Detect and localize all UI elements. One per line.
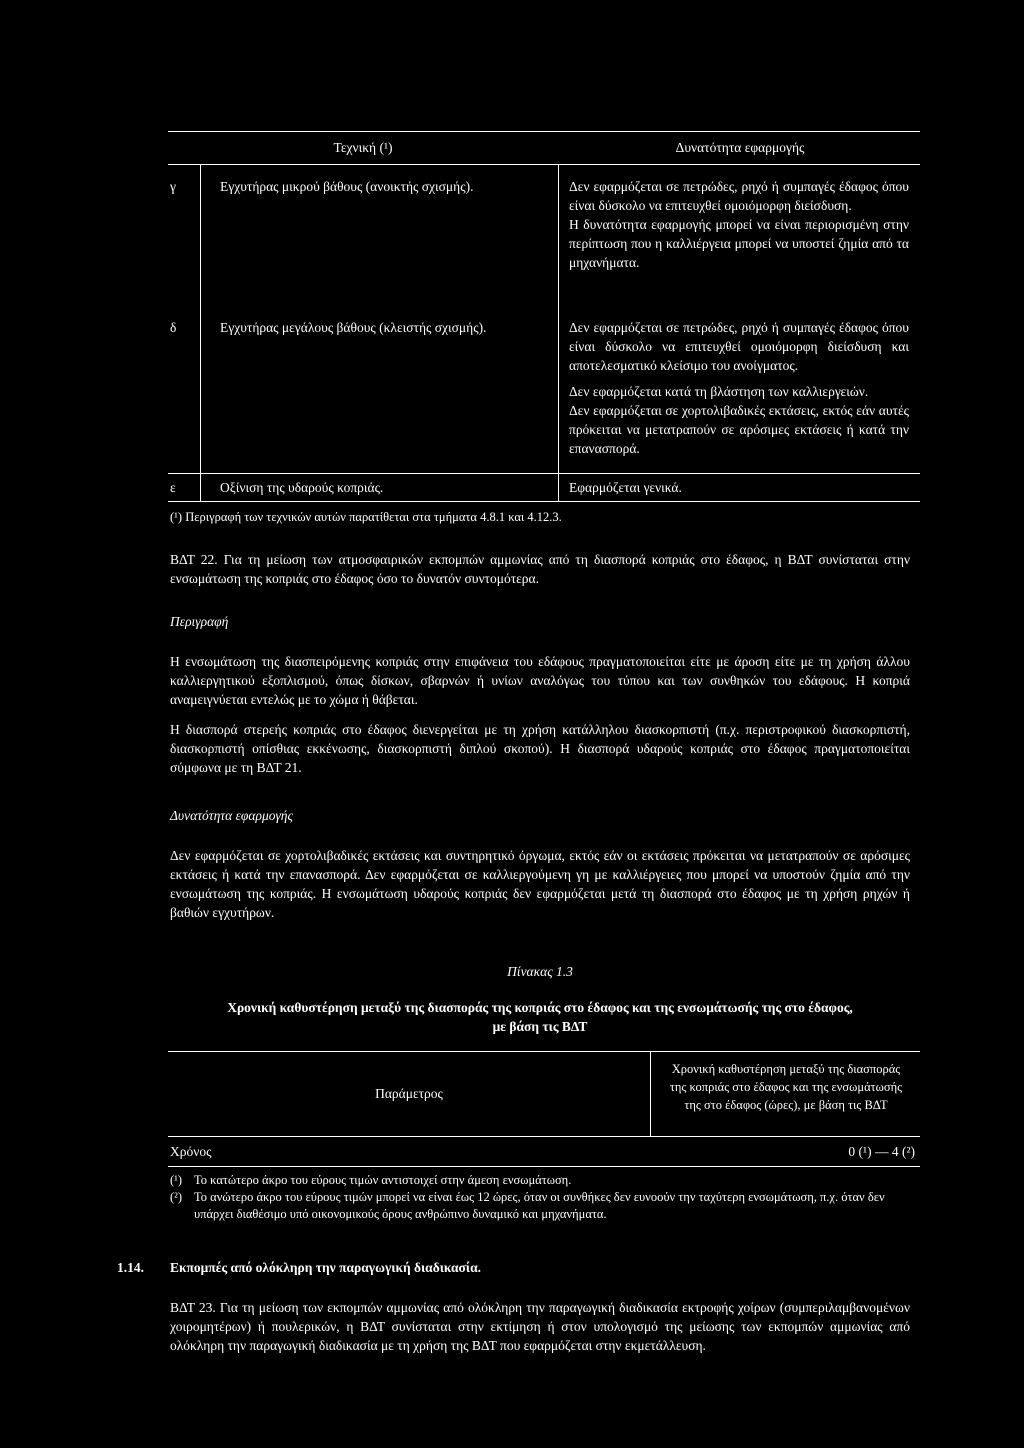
footnote-mark: (¹) [170,510,183,524]
section-title: Εκπομπές από ολόκληρη την παραγωγική διαδικασία. [170,1260,481,1275]
row-technique: Εγχυτήρας μικρού βάθους (ανοικτής σχισμής). [220,179,474,194]
col-sep [650,1051,651,1136]
header-technique: Τεχνική (¹) [333,140,393,155]
row-letter: γ [170,179,176,194]
col-header-delay: Χρονική καθυστέρηση μεταξύ της διασποράς της κοπριάς στο έδαφος και της ενσωμάτωσής της στο έδαφος (ώρες), με βάση τις ΒΔΤ [669,1062,903,1112]
applicability-paragraph: Δεν εφαρμόζεται σε χορτολιβαδικές εκτάσεις και συντηρητικό όργωμα, εκτός εάν οι εκτάσεις πρόκειται να μετατραπούν σε αρόσιμες εκτάσεις ή κατά την επανασπορά. Δεν εφαρμόζεται σε καλλιεργούμενη γη με καλλιέργειες που μπορεί να υποστούν ζημία από την ενσωμάτωση της κοπριάς. Η ενσωμάτωση υδαρούς κοπριάς δεν εφαρμόζεται μετά τη διασπορά στο έδαφος με τη χρήση ρηχών ή βαθιών εγχυτήρων. [170,848,910,920]
row-applicability [569,177,909,272]
footnote-text: Το ανώτερο άκρο του εύρους τιμών μπορεί να είναι έως 12 ώρες, όταν οι συνθήκες δεν ευνοούν την ταχύτερη ενσωμάτωση, π.χ. όταν δεν υπάρχει διαθέσιμο υπό οικονομικούς όρους ανθρώπινο δυναμικό και μηχανήματα. [194,1190,885,1221]
table-top-rule [168,131,920,132]
row-letter: δ [170,320,177,335]
header-rule [168,1136,920,1137]
description-paragraph-2: Η διασπορά στερεής κοπριάς στο έδαφος διενεργείται με τη χρήση κατάλληλου διασκορπιστή (π.χ. περιστροφικού διασκορπιστή, διασκορπιστή οπίσθιας εκκένωσης, διασκορπιστή διπλού σκοπού). Η διασπορά υδαρούς κοπριάς στο έδαφος πραγματοποιείται σύμφωνα με τη ΒΔΤ 21. [170,722,910,775]
col-sep-applicability [558,164,559,501]
footnote-text: Περιγραφή των τεχνικών αυτών παρατίθεται στα τμήματα 4.8.1 και 4.12.3. [185,510,562,524]
row-letter: ε [170,480,176,495]
footnote-text: Το κατώτερο άκρο του εύρους τιμών αντιστοιχεί στην άμεση ενσωμάτωση. [194,1173,572,1187]
row-value: 0 (¹) — 4 (²) [848,1144,915,1159]
row-technique: Οξίνιση της υδαρούς κοπριάς. [220,480,384,495]
section-number: 1.14. [117,1260,144,1275]
header-applicability: Δυνατότητα εφαρμογής [675,140,805,155]
table-title-line: Χρονική καθυστέρηση μεταξύ της διασποράς της κοπριάς στο έδαφος και της ενσωμάτωσής της στο έδαφος, [227,1000,853,1015]
col-sep-letter [200,164,201,501]
bat23-text: ΒΔΤ 23. Για τη μείωση των εκπομπών αμμωνίας από ολόκληρη την παραγωγική διαδικασία εκτροφής χοίρων (συμπεριλαμβανομένων χοιρομητέρων) ή πουλερικών, η ΒΔΤ συνίσταται στην εκτίμηση ή στον υπολογισμό της μείωσης των εκπομπών αμμωνίας από ολόκληρη την παραγωγική διαδικασία με τη χρήση της ΒΔΤ που εφαρμόζεται στην εκμετάλλευση. [170,1300,910,1353]
table-caption: Πίνακας 1.3 [507,964,573,979]
table-bottom-rule [168,501,920,502]
row-technique: Εγχυτήρας μεγάλους βάθους (κλειστής σχισμής). [220,320,487,335]
footnote-mark: (¹) [170,1173,183,1187]
description-heading: Περιγραφή [170,614,229,629]
col-header-parameter: Παράμετρος [375,1086,443,1101]
applicability-heading: Δυνατότητα εφαρμογής [170,808,293,823]
table-bottom-rule [168,1166,920,1167]
applicability-paragraph: Δεν εφαρμόζεται σε χορτολιβαδικές εκτάσεις, εκτός εάν αυτές πρόκειται να μετατραπούν σε αρόσιμες εκτάσεις ή κατά την επανασπορά. [569,403,909,456]
header-rule [168,164,920,165]
table-footnote [170,1189,915,1223]
table-footnote [170,508,920,527]
row-rule [168,473,920,474]
table-top-rule [168,1051,920,1052]
table-footnotes [170,1172,915,1223]
applicability-paragraph: Δεν εφαρμόζεται κατά τη βλάστηση των καλλιεργειών. [569,384,869,399]
row-applicability: Εφαρμόζεται γενικά. [569,480,682,495]
applicability-paragraph: Δεν εφαρμόζεται σε πετρώδες, ρηχό ή συμπαγές έδαφος όπου είναι δύσκολο να επιτευχθεί ομοιόμορφη διείσδυση και αποτελεσματικό κλείσιμο του ανοίγματος. [569,320,909,373]
row-label: Χρόνος [170,1144,212,1159]
footnote-mark: (²) [170,1190,183,1204]
applicability-paragraph: Η δυνατότητα εφαρμογής μπορεί να είναι περιορισμένη στην περίπτωση που η καλλιέργεια μπορεί να υποστεί ζημία από τα μηχανήματα. [569,217,909,270]
description-paragraph-1: Η ενσωμάτωση της διασπειρόμενης κοπριάς στην επιφάνεια του εδάφους πραγματοποιείται είτε με άροση είτε με τη χρήση άλλου καλλιεργητικού εξοπλισμού, όπως δίσκων, σβαρνών ή υνίων αναλόγως του τύπου και των συνθηκών του εδάφους. Η κοπριά αναμειγνύεται εντελώς με το χώμα ή θάβεται. [170,654,910,707]
table-title-line: με βάση τις ΒΔΤ [492,1019,588,1034]
table-title [160,998,920,1036]
table-footnote [170,1172,915,1189]
row-applicability [569,318,909,458]
applicability-paragraph: Δεν εφαρμόζεται σε πετρώδες, ρηχό ή συμπαγές έδαφος όπου είναι δύσκολο να επιτευχθεί ομοιόμορφη διείσδυση. [569,179,909,213]
bat22-text: ΒΔΤ 22. Για τη μείωση των ατμοσφαιρικών εκπομπών αμμωνίας από τη διασπορά κοπριάς στο έδαφος, η ΒΔΤ συνίσταται στην ενσωμάτωση της κοπριάς στο έδαφος όσο το δυνατόν συντομότερα. [170,552,910,586]
